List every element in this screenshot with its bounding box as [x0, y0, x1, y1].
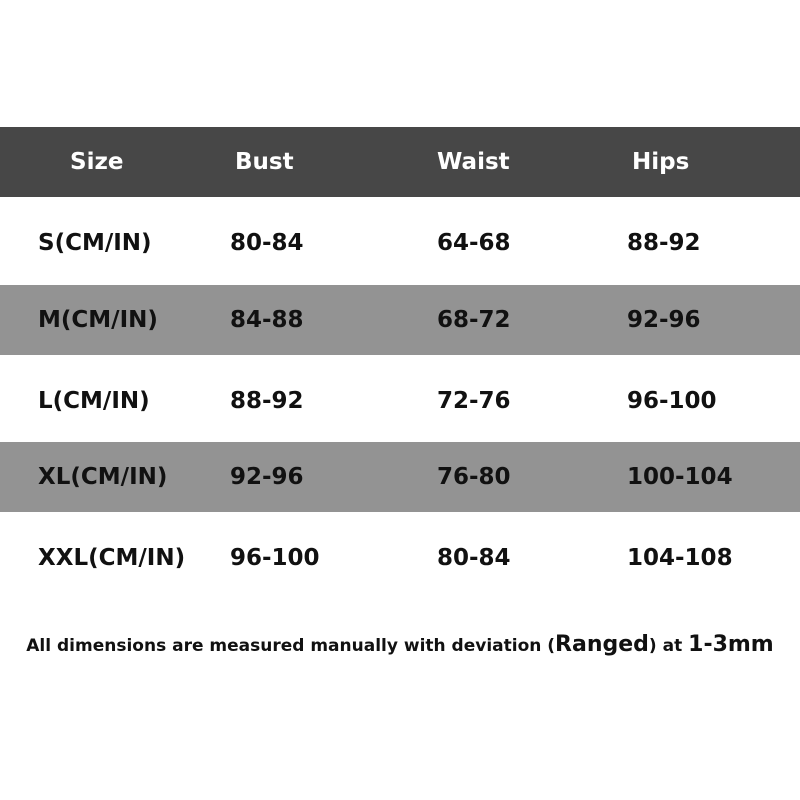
table-header-row: [0, 127, 800, 197]
footnote-range: 1-3mm: [688, 632, 774, 657]
table-row: [0, 512, 800, 599]
size-cell: M(CM/IN): [38, 307, 158, 333]
footnote-prefix: All dimensions are measured manually with deviation (: [26, 636, 556, 656]
waist-cell: 76-80: [437, 464, 511, 490]
size-cell: XL(CM/IN): [38, 464, 168, 490]
table-row: [0, 355, 800, 442]
bust-cell: 96-100: [230, 544, 320, 571]
waist-cell: 64-68: [437, 230, 511, 256]
bust-cell: 88-92: [230, 387, 304, 414]
header-waist: Waist: [437, 149, 510, 175]
waist-cell: 72-76: [437, 387, 511, 414]
hips-cell: 104-108: [627, 544, 733, 571]
bust-cell: 84-88: [230, 307, 304, 333]
waist-cell: 80-84: [437, 544, 511, 571]
header-hips: Hips: [632, 149, 690, 175]
hips-cell: 100-104: [627, 464, 733, 490]
header-size: Size: [70, 149, 124, 175]
bust-cell: 92-96: [230, 464, 304, 490]
hips-cell: 88-92: [627, 230, 701, 256]
table-row: [0, 442, 800, 512]
size-chart-table: [0, 127, 800, 599]
table-row: [0, 285, 800, 355]
hips-cell: 92-96: [627, 307, 701, 333]
measurement-footnote: [0, 632, 800, 657]
size-cell: XXL(CM/IN): [38, 544, 186, 571]
header-bust: Bust: [235, 149, 294, 175]
footnote-emphasis: Ranged: [555, 632, 649, 657]
size-cell: L(CM/IN): [38, 387, 150, 414]
footnote-middle: ) at: [648, 636, 689, 656]
waist-cell: 68-72: [437, 307, 511, 333]
table-row: [0, 197, 800, 285]
size-cell: S(CM/IN): [38, 230, 152, 256]
hips-cell: 96-100: [627, 387, 717, 414]
bust-cell: 80-84: [230, 230, 304, 256]
